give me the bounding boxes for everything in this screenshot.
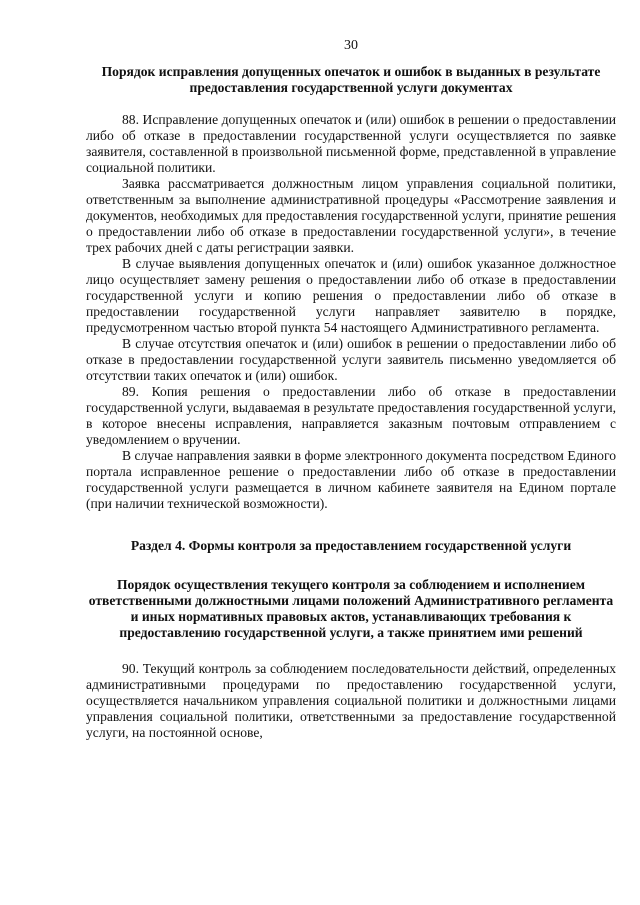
page-number: 30: [344, 38, 358, 53]
paragraph-errors-found: В случае выявления допущенных опечаток и (или) ошибок указанное должностное лицо осуществляет замену решения о предоставлении либо об отказе в предоставлении государственной услуги и копию решения о предоставлении либо об отказе в предоставлении государственной услуги направляет заявителю в порядке, предусмотренном частью второй пункта 54 настоящего Административного регламента.: [86, 256, 616, 335]
paragraph-90: 90. Текущий контроль за соблюдением последовательности действий, определенных административными процедурами по предоставлению государственной услуги, осуществляется начальником управления социальной политики и должностными лицами управления социальной политики, ответственными за предоставление государственной услуги, на постоянной основе,: [86, 661, 616, 740]
paragraph-electronic-request: В случае направления заявки в форме электронного документа посредством Единого портала исправленное решение о предоставлении либо об отказе в предоставлении государственной услуги размещается в личном кабинете заявителя на Едином портале (при наличии технической возможности).: [86, 448, 616, 511]
paragraph-request-review: Заявка рассматривается должностным лицом управления социальной политики, ответственным за выполнение административной процедуры «Рассмотрение заявления и документов, необходимых для предоставления государственной услуги, принятие решения о предоставлении либо об отказе в предоставлении государственной услуги», в течение трех рабочих дней с даты регистрации заявки.: [86, 176, 616, 255]
heading-typo-correction: Порядок исправления допущенных опечаток и ошибок в выданных в результате предоставления государственной услуги документах: [101, 64, 601, 95]
paragraph-89: 89. Копия решения о предоставлении либо об отказе в предоставлении государственной услуги, выдаваемая в результате предоставления государственной услуги, в которое внесены исправления, направляется заказным почтовым отправлением с уведомлением о вручении.: [86, 384, 616, 447]
paragraph-88: 88. Исправление допущенных опечаток и (или) ошибок в решении о предоставлении либо об отказе в предоставлении государственной услуги осуществляется по заявке заявителя, составленной в произвольной письменной форме, представленной в управление социальной политики.: [86, 112, 616, 175]
heading-current-control: Порядок осуществления текущего контроля за соблюдением и исполнением ответственными должностными лицами положений Административного регламента и иных нормативных правовых актов, устанавливающих требования к предоставлению государственной услуги, а также принятием ими решений: [88, 577, 614, 640]
paragraph-no-errors: В случае отсутствия опечаток и (или) ошибок в решении о предоставлении либо об отказе в предоставлении государственной услуги заявитель письменно уведомляется об отсутствии таких опечаток и (или) ошибок.: [86, 336, 616, 383]
section-title: Раздел 4. Формы контроля за предоставлением государственной услуги: [130, 538, 572, 553]
document-page: [86, 38, 616, 741]
